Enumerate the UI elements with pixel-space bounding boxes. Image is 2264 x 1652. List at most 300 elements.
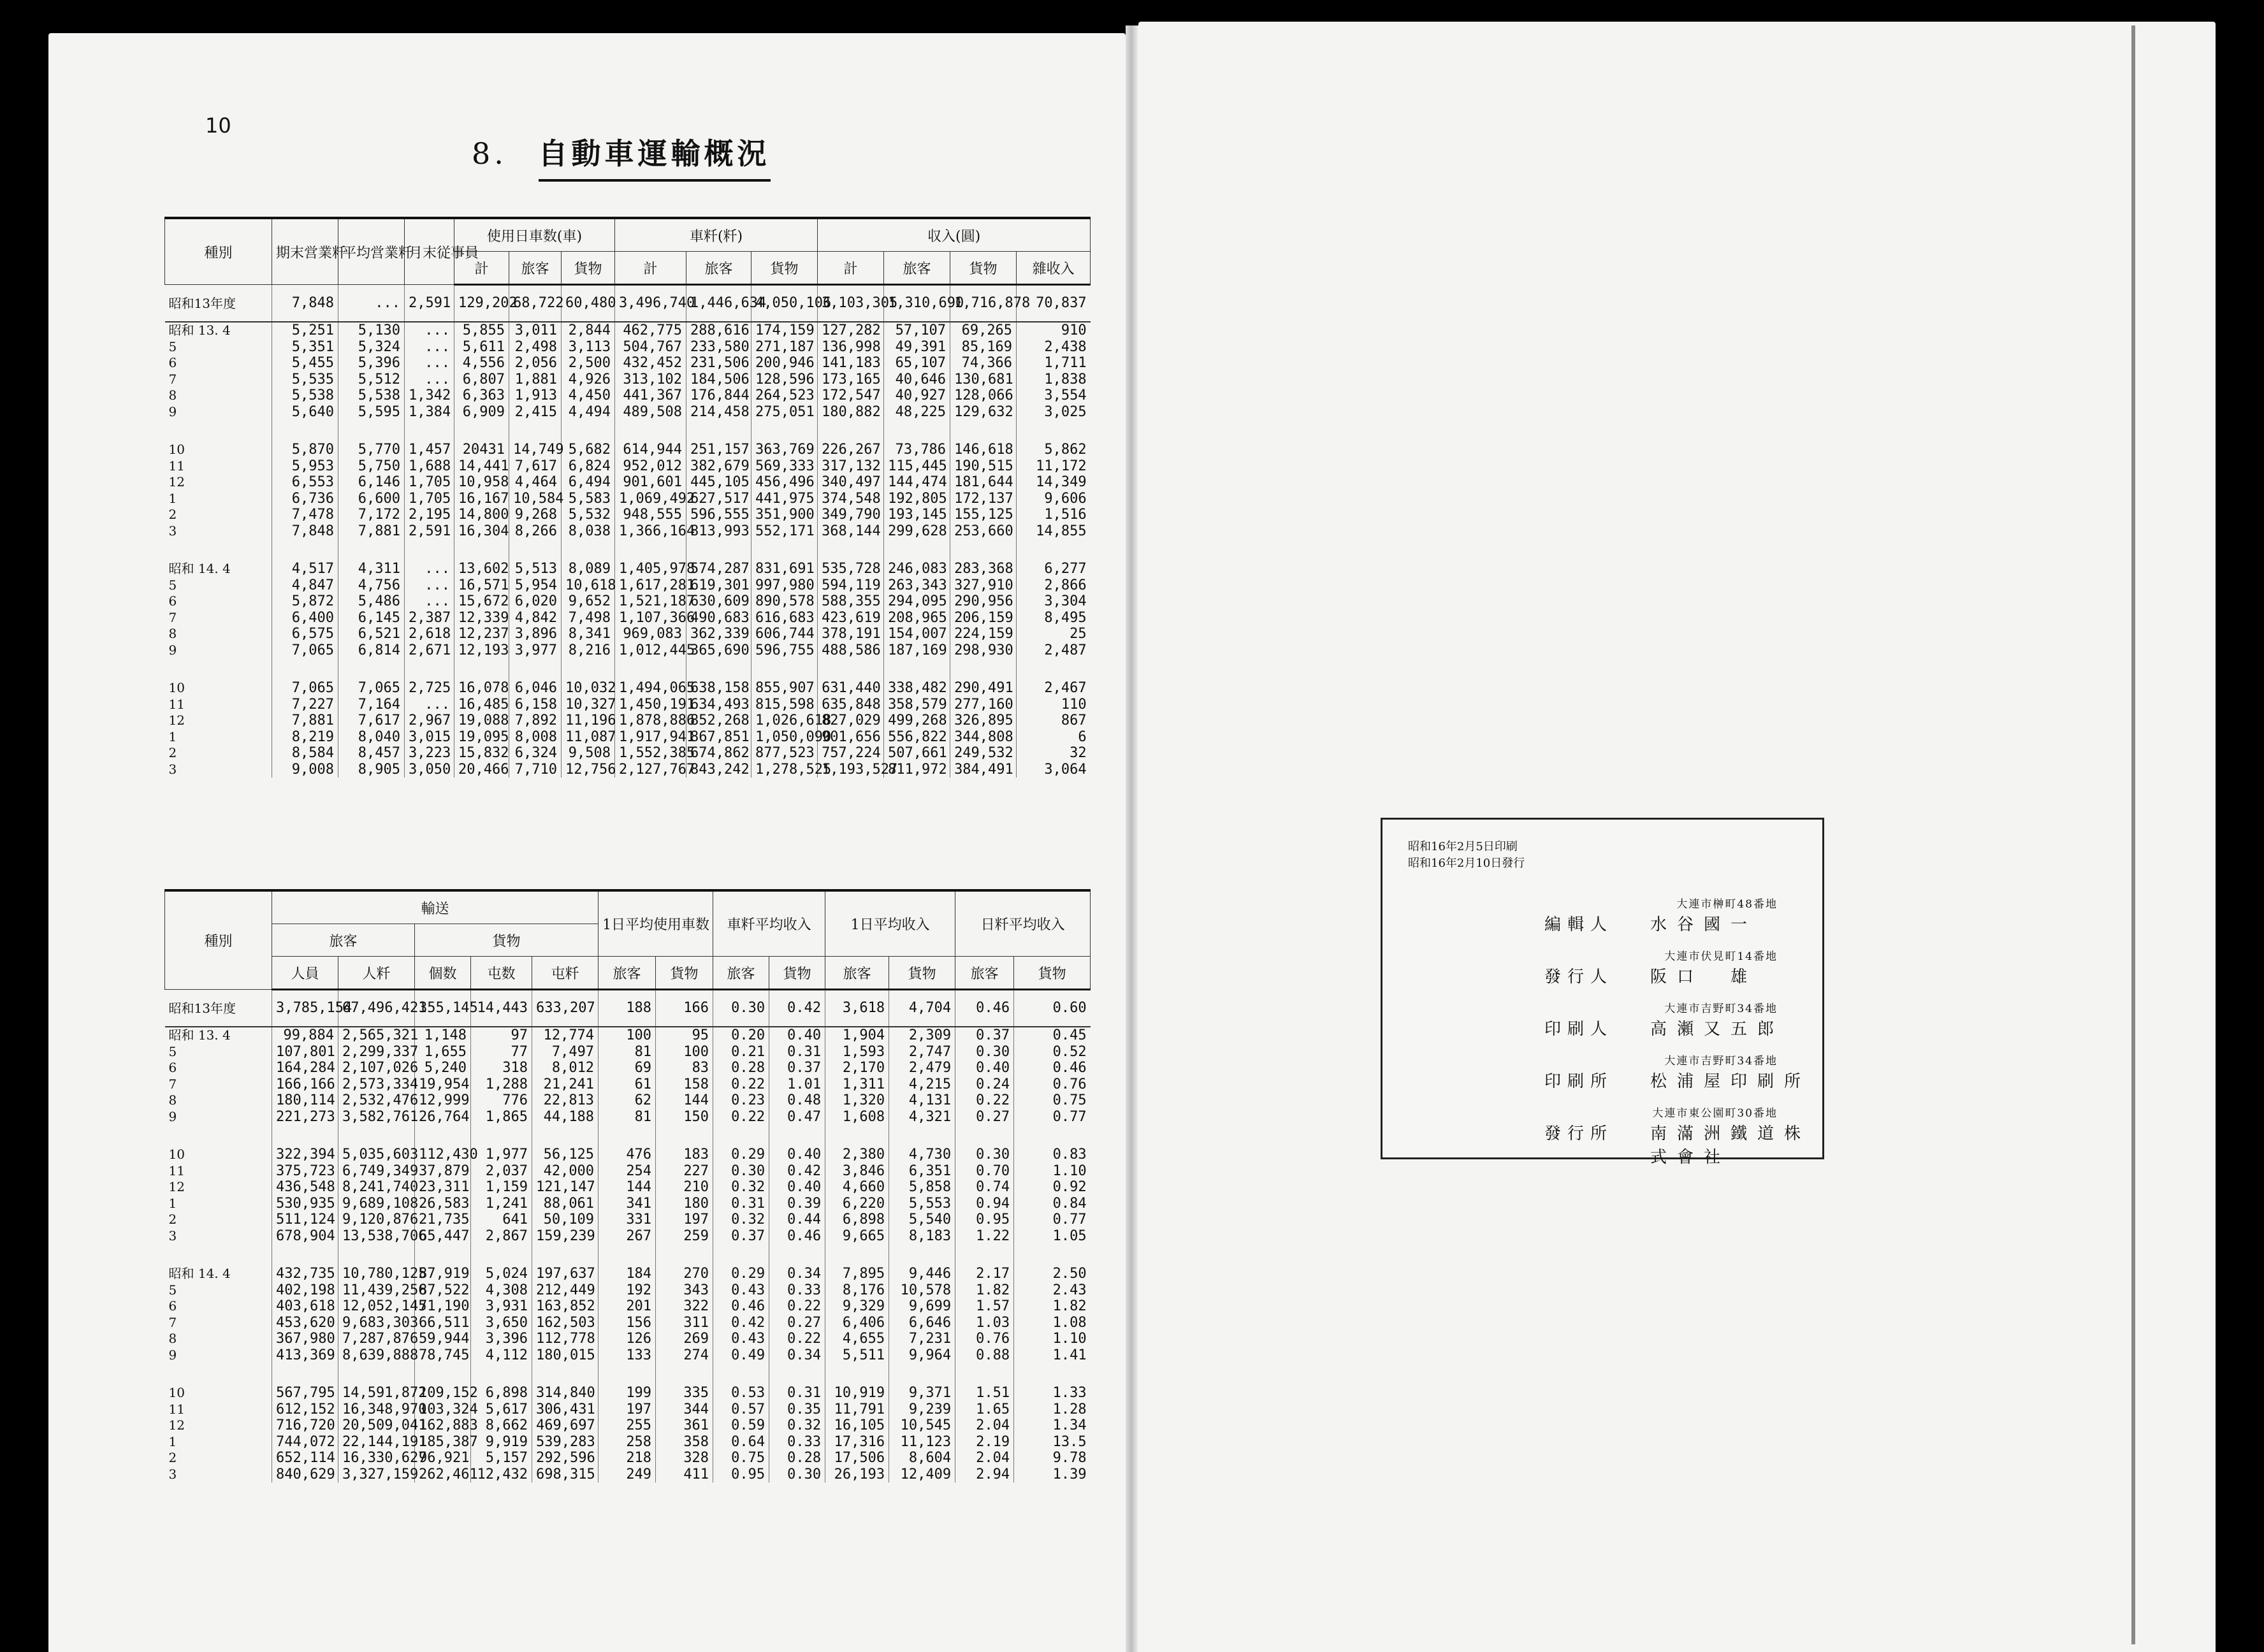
row-label: 11: [168, 1401, 185, 1417]
table-cell: 9,964: [889, 1347, 955, 1364]
table-cell: 19,954: [415, 1076, 471, 1093]
table-cell: 1,838: [1017, 372, 1091, 388]
table-cell: 815,598: [751, 697, 818, 713]
row-label: 10: [168, 1385, 185, 1400]
table-cell: 6,351: [889, 1163, 955, 1180]
table-cell: 890,578: [751, 593, 818, 610]
row-label: 10: [168, 1147, 185, 1162]
table-cell: 574,287: [686, 561, 751, 577]
table-cell: 0.46: [955, 990, 1014, 1027]
table-cell: 4,050,106: [751, 285, 818, 322]
table-cell: 7,895: [825, 1266, 889, 1282]
table-cell: 3,064: [1017, 762, 1091, 778]
spacer-cell: [950, 539, 1017, 561]
table-cell: 4,517: [272, 561, 338, 577]
table-cell: 0.40: [769, 1179, 825, 1196]
table-row: [165, 1109, 1091, 1126]
table-cell: 0.20: [713, 1027, 769, 1044]
table-cell: 129,202: [454, 285, 509, 322]
table-cell: 3,931: [471, 1298, 532, 1315]
row-label: 2: [168, 1450, 177, 1465]
table-cell: 12,756: [562, 762, 615, 778]
table-cell: 221,273: [272, 1109, 338, 1126]
table-cell: 2,867: [471, 1228, 532, 1245]
row-label: 10: [168, 442, 185, 457]
table-cell: 16,078: [454, 680, 509, 697]
spacer-row: [165, 1363, 1091, 1385]
table-cell: 344: [656, 1402, 713, 1418]
table-cell: 176,844: [686, 388, 751, 404]
colophon-address: 大連市吉野町34番地: [1664, 1003, 1778, 1015]
table-cell: 5,535: [272, 372, 338, 388]
table-row: [165, 491, 1091, 507]
table-cell: 530,935: [272, 1196, 338, 1212]
col-persons: 人員: [272, 957, 338, 990]
table-cell: 0.37: [713, 1228, 769, 1245]
table-cell: 212,449: [532, 1282, 599, 1299]
table-cell: 6,736: [272, 491, 338, 507]
table-cell: 130,681: [950, 372, 1017, 388]
spacer-cell: [471, 1244, 532, 1266]
table-cell: 0.29: [713, 1147, 769, 1163]
table-row: [165, 442, 1091, 458]
table-cell: 0.59: [713, 1417, 769, 1434]
spacer-cell: [338, 1125, 415, 1147]
table-cell: 1,705: [405, 474, 454, 491]
table-cell: 0.49: [713, 1347, 769, 1364]
table-cell: 411: [656, 1467, 713, 1483]
table-cell: 201: [599, 1298, 656, 1315]
table-cell: 81: [599, 1109, 656, 1126]
table-cell: 436,548: [272, 1179, 338, 1196]
table-cell: 7,065: [272, 642, 338, 659]
table-cell: 2.19: [955, 1434, 1014, 1451]
table-cell: 71,190: [415, 1298, 471, 1315]
table-cell: 10,618: [562, 577, 615, 594]
table-cell: 7,881: [272, 713, 338, 729]
table-cell: 249: [599, 1467, 656, 1483]
table-cell: 16,330,627: [338, 1450, 415, 1467]
col-revenue-freight: 貨物: [950, 252, 1017, 285]
table-cell: 2,107,026: [338, 1060, 415, 1076]
table-cell: 100: [599, 1027, 656, 1044]
table-cell: 403,618: [272, 1298, 338, 1315]
table-cell: 1,881: [509, 372, 562, 388]
table-cell: 0.22: [769, 1331, 825, 1347]
table-cell: 1.10: [1014, 1163, 1091, 1180]
table-cell: 2.50: [1014, 1266, 1091, 1282]
table-cell: 0.23: [713, 1092, 769, 1109]
table-cell: 8,604: [889, 1450, 955, 1467]
table-cell: 1,711: [1017, 355, 1091, 372]
table-cell: 1,688: [405, 458, 454, 475]
table-cell: 87,919: [415, 1266, 471, 1282]
table-cell: 4,704: [889, 990, 955, 1027]
spacer-cell: [338, 658, 405, 680]
spacer-cell: [889, 1244, 955, 1266]
row-label: 11: [168, 458, 185, 474]
table-cell: 1,913: [509, 388, 562, 404]
table-cell: 757,224: [818, 745, 884, 762]
table-cell: 476: [599, 1147, 656, 1163]
table-cell: 349,790: [818, 507, 884, 523]
table-cell: 1,342: [405, 388, 454, 404]
spacer-cell: [532, 1363, 599, 1385]
table-cell: 5,251: [272, 322, 338, 339]
table-cell: 224,159: [950, 626, 1017, 642]
table-cell: 0.60: [1014, 990, 1091, 1027]
table-row: [165, 1196, 1091, 1212]
table-cell: 606,744: [751, 626, 818, 642]
spacer-cell: [950, 658, 1017, 680]
table-cell: 2,299,337: [338, 1044, 415, 1061]
col-car-days-total: 計: [454, 252, 509, 285]
table-cell: 4,660: [825, 1179, 889, 1196]
table-cell: 6,363: [454, 388, 509, 404]
table-cell: 612,152: [272, 1402, 338, 1418]
table-cell: 0.32: [769, 1417, 825, 1434]
table-cell: 192: [599, 1282, 656, 1299]
table-row: [165, 610, 1091, 627]
table-cell: 402,198: [272, 1282, 338, 1299]
col-car-days: 使用日車数(車): [454, 218, 615, 252]
table-cell: 214,458: [686, 404, 751, 421]
table-row: [165, 1147, 1091, 1163]
table-cell: 67,496,421: [338, 990, 415, 1027]
table-cell: 16,485: [454, 697, 509, 713]
row-label: 5: [168, 577, 177, 593]
table-row: [165, 1347, 1091, 1364]
table-cell: 271,187: [751, 339, 818, 356]
table-cell: 12,193: [454, 642, 509, 659]
table-cell: 0.76: [1014, 1076, 1091, 1093]
table-cell: 314,840: [532, 1385, 599, 1402]
table-row: [165, 1450, 1091, 1467]
table-cell: 162,883: [415, 1417, 471, 1434]
table-cell: 7,172: [338, 507, 405, 523]
table-cell: 3,650: [471, 1315, 532, 1331]
table-cell: 358: [656, 1434, 713, 1451]
table-cell: 5,858: [889, 1179, 955, 1196]
table-cell: 6,575: [272, 626, 338, 642]
table-cell: 843,242: [686, 762, 751, 778]
table-cell: 1.22: [955, 1228, 1014, 1245]
table-cell: 2,487: [1017, 642, 1091, 659]
row-label: 7: [168, 1076, 177, 1092]
table-cell: 445,105: [686, 474, 751, 491]
table-row: [165, 1315, 1091, 1331]
table-cell: 322,394: [272, 1147, 338, 1163]
row-label: 6: [168, 1298, 177, 1314]
table-cell: 1,878,886: [615, 713, 686, 729]
spacer-cell: [889, 1125, 955, 1147]
table-cell: 0.39: [769, 1196, 825, 1212]
col-day-km-pax: 旅客: [955, 957, 1014, 990]
spacer-cell: [751, 658, 818, 680]
table-cell: 6,749,349: [338, 1163, 415, 1180]
table-cell: 109,152: [415, 1385, 471, 1402]
table-cell: 1,516: [1017, 507, 1091, 523]
table-cell: 11,172: [1017, 458, 1091, 475]
table-cell: 6,824: [562, 458, 615, 475]
table-cell: 283,368: [950, 561, 1017, 577]
table-cell: 8,905: [338, 762, 405, 778]
table-cell: 4,464: [509, 474, 562, 491]
table-cell: 1.03: [955, 1315, 1014, 1331]
table-cell: 20,509,041: [338, 1417, 415, 1434]
table-row: [165, 1266, 1091, 1282]
table-cell: 6,646: [889, 1315, 955, 1331]
table-cell: 1.41: [1014, 1347, 1091, 1364]
table-cell: 0.28: [769, 1450, 825, 1467]
col-transport-passenger: 旅客: [272, 924, 415, 957]
table-cell: 469,697: [532, 1417, 599, 1434]
table-cell: 7,892: [509, 713, 562, 729]
table-cell: 5,486: [338, 593, 405, 610]
spacer-cell: [405, 658, 454, 680]
table-cell: 0.31: [769, 1044, 825, 1061]
table-cell: 13,602: [454, 561, 509, 577]
table-cell: 267: [599, 1228, 656, 1245]
spacer-row: [165, 420, 1091, 442]
spacer-cell: [165, 1244, 272, 1266]
table-cell: 19,088: [454, 713, 509, 729]
table-cell: 5,157: [471, 1450, 532, 1467]
table-cell: 0.37: [955, 1027, 1014, 1044]
spacer-cell: [415, 1125, 471, 1147]
spacer-cell: [884, 420, 950, 442]
table-cell: 40,646: [884, 372, 950, 388]
table-row: [165, 626, 1091, 642]
row-label: 9: [168, 1347, 177, 1363]
table-cell: 11,439,256: [338, 1282, 415, 1299]
table-cell: 0.40: [769, 1147, 825, 1163]
table-cell: 3,618: [825, 990, 889, 1027]
table-cell: 5,532: [562, 507, 615, 523]
table-cell: 99,884: [272, 1027, 338, 1044]
table-cell: 423,619: [818, 610, 884, 627]
table-row: [165, 1385, 1091, 1402]
table-cell: 288,616: [686, 322, 751, 339]
table-cell: 2,565,321: [338, 1027, 415, 1044]
table-cell: 50,109: [532, 1212, 599, 1228]
table-cell: 6,406: [825, 1315, 889, 1331]
table-row: [165, 339, 1091, 356]
table-cell: 5,455: [272, 355, 338, 372]
table-cell: 652,114: [272, 1450, 338, 1467]
table-cell: 5,870: [272, 442, 338, 458]
table-cell: 2,500: [562, 355, 615, 372]
table-cell: 311: [656, 1315, 713, 1331]
spacer-cell: [272, 1363, 338, 1385]
table-cell: 115,445: [884, 458, 950, 475]
table-cell: 9,508: [562, 745, 615, 762]
table-cell: 596,755: [751, 642, 818, 659]
table-cell: 187,169: [884, 642, 950, 659]
table-cell: 141,183: [818, 355, 884, 372]
table-cell: 3,011: [509, 322, 562, 339]
row-label: 6: [168, 593, 177, 609]
table-row: [165, 1212, 1091, 1228]
table-cell: 378,191: [818, 626, 884, 642]
table-cell: 633,207: [532, 990, 599, 1027]
table-cell: 73,786: [884, 442, 950, 458]
table-cell: 2.17: [955, 1266, 1014, 1282]
table-cell: 15,832: [454, 745, 509, 762]
colophon-name: 阪口 雄: [1650, 967, 1758, 987]
table-cell: 128,066: [950, 388, 1017, 404]
spacer-cell: [884, 658, 950, 680]
table-cell: 588,355: [818, 593, 884, 610]
table-row: [165, 372, 1091, 388]
table-cell: 184,506: [686, 372, 751, 388]
table-cell: 253,660: [950, 523, 1017, 540]
table-cell: 744,072: [272, 1434, 338, 1451]
table-cell: 1,320: [825, 1092, 889, 1109]
table-cell: 0.30: [769, 1467, 825, 1483]
spacer-cell: [615, 539, 686, 561]
col-revenue-passenger: 旅客: [884, 252, 950, 285]
table-cell: 9,008: [272, 762, 338, 778]
table-cell: 174,159: [751, 322, 818, 339]
table-cell: 11,196: [562, 713, 615, 729]
spacer-cell: [1014, 1363, 1091, 1385]
table-cell: 1,148: [415, 1027, 471, 1044]
col-car-km: 車粁(粁): [615, 218, 818, 252]
table-cell: 129,632: [950, 404, 1017, 421]
table-cell: 1,278,525: [751, 762, 818, 778]
table-cell: 0.32: [713, 1179, 769, 1196]
table-cell: 180,015: [532, 1347, 599, 1364]
table-cell: 2,438: [1017, 339, 1091, 356]
table-cell: 1,026,618: [751, 713, 818, 729]
table-cell: 2,056: [509, 355, 562, 372]
table-cell: 8,457: [338, 745, 405, 762]
col-car-km-freight: 貨物: [751, 252, 818, 285]
table-cell: 2,747: [889, 1044, 955, 1061]
table-cell: 569,333: [751, 458, 818, 475]
spacer-cell: [562, 539, 615, 561]
table-cell: 2,591: [405, 523, 454, 540]
spacer-cell: [686, 539, 751, 561]
col-pieces: 個数: [415, 957, 471, 990]
table-cell: 6,553: [272, 474, 338, 491]
spacer-row: [165, 539, 1091, 561]
col-end-routes: 期末営業粁: [272, 218, 338, 285]
table-cell: 1,450,191: [615, 697, 686, 713]
table-cell: ...: [338, 285, 405, 322]
table-cell: 0.94: [955, 1196, 1014, 1212]
table-cell: 2,866: [1017, 577, 1091, 594]
table-cell: 5,595: [338, 404, 405, 421]
table-cell: 698,315: [532, 1467, 599, 1483]
table-row: [165, 1402, 1091, 1418]
table-cell: 948,555: [615, 507, 686, 523]
table-cell: 259: [656, 1228, 713, 1245]
table-cell: ...: [405, 577, 454, 594]
table-cell: 6,400: [272, 610, 338, 627]
table-cell: 7,710: [509, 762, 562, 778]
spacer-cell: [415, 1244, 471, 1266]
table-cell: 9,268: [509, 507, 562, 523]
table-cell: 6,600: [338, 491, 405, 507]
spacer-cell: [889, 1363, 955, 1385]
col-revenue: 収入(圓): [818, 218, 1091, 252]
table-cell: 1.34: [1014, 1417, 1091, 1434]
table-cell: 2,479: [889, 1060, 955, 1076]
table-cell: 6,146: [338, 474, 405, 491]
row-label: 昭和 14. 4: [168, 1266, 231, 1281]
table-row: [165, 1044, 1091, 1061]
table-cell: 2.94: [955, 1467, 1014, 1483]
table-cell: 2,309: [889, 1027, 955, 1044]
spacer-cell: [656, 1363, 713, 1385]
table-cell: 4,450: [562, 388, 615, 404]
table-cell: 10,032: [562, 680, 615, 697]
table-cell: 173,165: [818, 372, 884, 388]
table-cell: 0.70: [955, 1163, 1014, 1180]
table-cell: 15,672: [454, 593, 509, 610]
table-cell: 1,705: [405, 491, 454, 507]
table-cell: 9,689,108: [338, 1196, 415, 1212]
col-daily-income-pax: 旅客: [825, 957, 889, 990]
table-cell: 8,089: [562, 561, 615, 577]
table-cell: 156: [599, 1315, 656, 1331]
table-cell: 3,113: [562, 339, 615, 356]
spacer-cell: [338, 420, 405, 442]
table-cell: 441,975: [751, 491, 818, 507]
page-title-block: [472, 131, 771, 182]
col-car-days-freight: 貨物: [562, 252, 615, 285]
spacer-cell: [272, 1125, 338, 1147]
table-cell: 158: [656, 1076, 713, 1093]
table-cell: 200,946: [751, 355, 818, 372]
table-cell: 163,852: [532, 1298, 599, 1315]
table-cell: 184: [599, 1266, 656, 1282]
table-cell: 8,639,888: [338, 1347, 415, 1364]
table-cell: 81: [599, 1044, 656, 1061]
table-cell: 413,369: [272, 1347, 338, 1364]
table-row: [165, 1163, 1091, 1180]
table-cell: 1,193,527: [818, 762, 884, 778]
table-row: [165, 404, 1091, 421]
table-cell: 277,160: [950, 697, 1017, 713]
spacer-cell: [1014, 1125, 1091, 1147]
table-cell: 867: [1017, 713, 1091, 729]
table-cell: 10,958: [454, 474, 509, 491]
table-cell: 88,061: [532, 1196, 599, 1212]
table-cell: 1.05: [1014, 1228, 1091, 1245]
table-cell: 322: [656, 1298, 713, 1315]
table-cell: 14,855: [1017, 523, 1091, 540]
table-cell: 1.28: [1014, 1402, 1091, 1418]
table-cell: 95: [656, 1027, 713, 1044]
table-cell: 0.37: [769, 1060, 825, 1076]
table-cell: 32: [1017, 745, 1091, 762]
table-cell: 1.82: [1014, 1298, 1091, 1315]
table-cell: 0.83: [1014, 1147, 1091, 1163]
spacer-cell: [454, 420, 509, 442]
table-cell: 290,956: [950, 593, 1017, 610]
col-avg-routes: 平均営業粁: [338, 218, 405, 285]
table-cell: 66,511: [415, 1315, 471, 1331]
table-cell: 441,367: [615, 388, 686, 404]
table-cell: ...: [405, 593, 454, 610]
table-cell: 87,522: [415, 1282, 471, 1299]
table-cell: 61: [599, 1076, 656, 1093]
table-cell: 128,596: [751, 372, 818, 388]
row-label: 9: [168, 403, 177, 419]
